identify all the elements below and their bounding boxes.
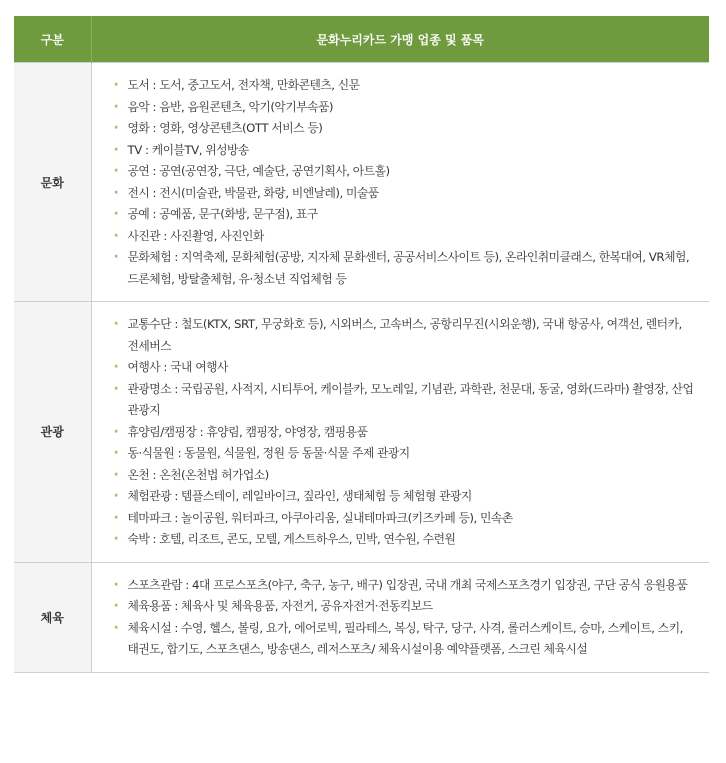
items-list-sports [114, 575, 696, 661]
list-item: · 숙박 : 호텔, 리조트, 콘도, 모텔, 게스트하우스, 민박, 연수원, 수련원 [114, 529, 696, 551]
list-item: · 휴양림/캠핑장 : 휴양림, 캠핑장, 야영장, 캠핑용품 [114, 422, 696, 444]
table-row-sports [14, 562, 709, 672]
row-category-tourism: 관광 [14, 302, 91, 563]
list-item: · 공연 : 공연(공연장, 극단, 예술단, 공연기획사, 아트홀) [114, 161, 696, 183]
list-item: · 동·식물원 : 동물원, 식물원, 정원 등 동물·식물 주제 관광지 [114, 443, 696, 465]
list-item: · 체육시설 : 수영, 헬스, 볼링, 요가, 에어로빅, 필라테스, 복싱, 탁구, 당구, 사격, 롤러스케이트, 승마, 스케이트, 스키, 태권도, 합기도, 스포츠댄스, 방송댄스, 레저스포츠/ 체육시설이용 예약플랫폼, 스크린 체육시설 [114, 618, 696, 661]
list-item: · 테마파크 : 놀이공원, 워터파크, 아쿠아리움, 실내테마파크(키즈카페 등), 민속촌 [114, 508, 696, 530]
list-item: · 공예 : 공예품, 문구(화방, 문구점), 표구 [114, 204, 696, 226]
list-item: · 관광명소 : 국립공원, 사적지, 시티투어, 케이블카, 모노레일, 기념관, 과학관, 천문대, 동굴, 영화(드라마) 촬영장, 산업관광지 [114, 379, 696, 422]
row-category-culture: 문화 [14, 63, 91, 302]
row-items-tourism [91, 302, 709, 563]
row-items-sports [91, 562, 709, 672]
items-list-tourism [114, 314, 696, 551]
header-items: 문화누리카드 가맹 업종 및 품목 [91, 16, 709, 63]
list-item: · 온천 : 온천(온천법 허가업소) [114, 465, 696, 487]
list-item: · 음악 : 음반, 음원콘텐츠, 악기(악기부속품) [114, 97, 696, 119]
header-category: 구분 [14, 16, 91, 63]
table-row-tourism [14, 302, 709, 563]
list-item: · 도서 : 도서, 중고도서, 전자책, 만화콘텐츠, 신문 [114, 75, 696, 97]
list-item: · 영화 : 영화, 영상콘텐츠(OTT 서비스 등) [114, 118, 696, 140]
list-item: · 체험관광 : 템플스테이, 레일바이크, 짚라인, 생태체험 등 체험형 관광지 [114, 486, 696, 508]
list-item: · 사진관 : 사진촬영, 사진인화 [114, 226, 696, 248]
table-header-row [14, 16, 709, 63]
list-item: · 스포츠관람 : 4대 프로스포츠(야구, 축구, 농구, 배구) 입장권, 국내 개최 국제스포츠경기 입장권, 구단 공식 응원용품 [114, 575, 696, 597]
list-item: · 문화체험 : 지역축제, 문화체험(공방, 지자체 문화센터, 공공서비스사이트 등), 온라인취미클래스, 한복대여, VR체험, 드론체험, 방탈출체험, 유·청소년 직업체험 등 [114, 247, 696, 290]
list-item: · 교통수단 : 철도(KTX, SRT, 무궁화호 등), 시외버스, 고속버스, 공항리무진(시외운행), 국내 항공사, 여객선, 렌터카, 전세버스 [114, 314, 696, 357]
list-item: · 체육용품 : 체육사 및 체육용품, 자전거, 공유자전거·전동킥보드 [114, 596, 696, 618]
row-items-culture [91, 63, 709, 302]
list-item: · 전시 : 전시(미술관, 박물관, 화랑, 비엔날레), 미술품 [114, 183, 696, 205]
row-category-sports: 체육 [14, 562, 91, 672]
table-row-culture [14, 63, 709, 302]
merchant-category-table [14, 16, 709, 673]
list-item: · TV : 케이블TV, 위성방송 [114, 140, 696, 162]
list-item: · 여행사 : 국내 여행사 [114, 357, 696, 379]
items-list-culture [114, 75, 696, 290]
